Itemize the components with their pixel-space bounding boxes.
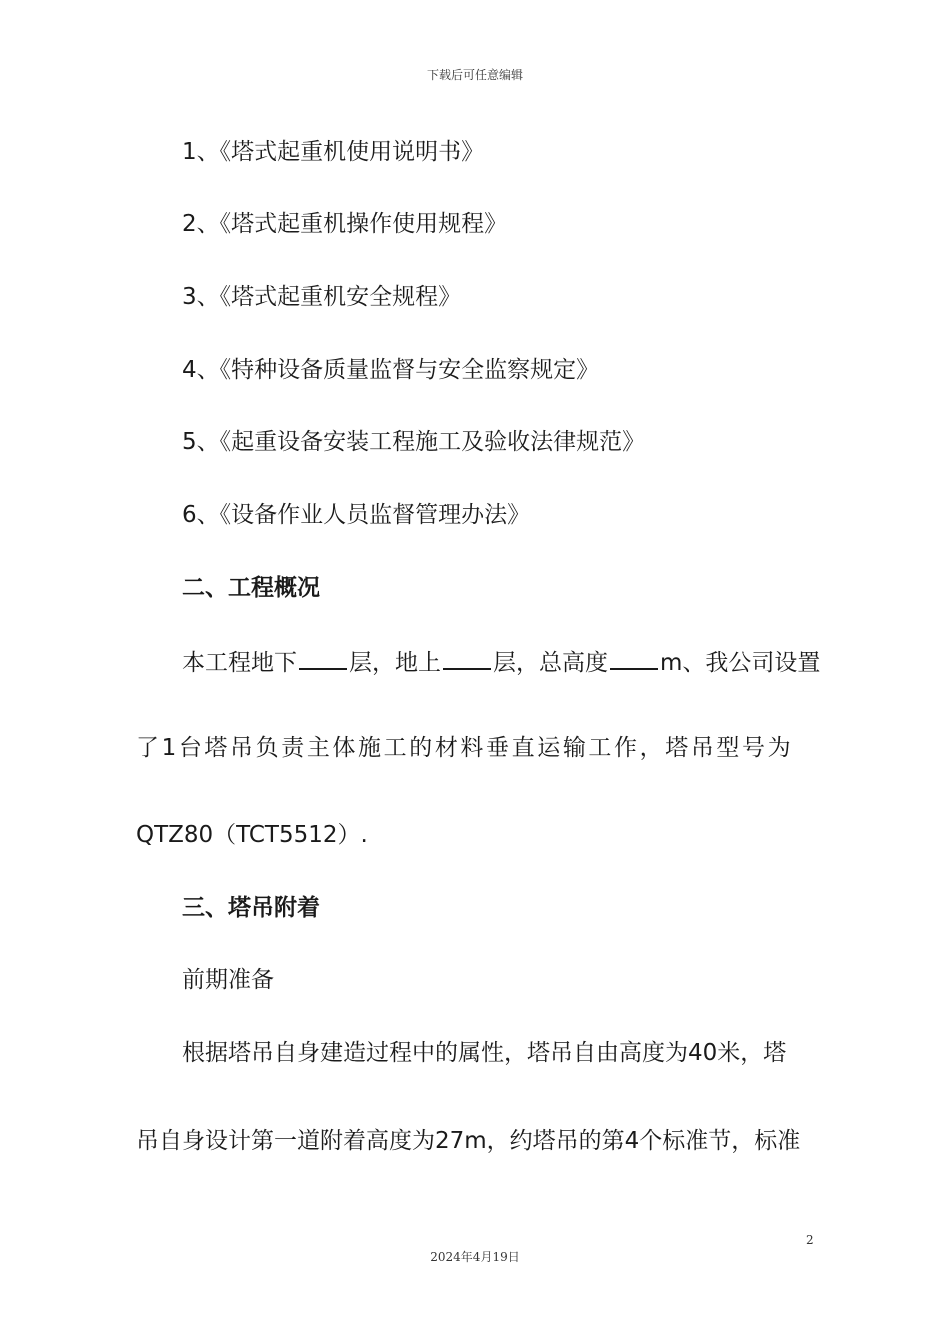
blank-total-height (610, 646, 658, 670)
overview-paragraph-line-2 (136, 733, 816, 763)
reference-number: 5、 (182, 429, 220, 455)
section-heading-overview: 二、工程概况 (182, 575, 320, 601)
reference-number: 4、 (182, 357, 220, 383)
reference-number: 6、 (182, 502, 220, 528)
page-footer-date: 2024年4月19日 (430, 1250, 520, 1264)
overview-paragraph-line-1: 本工程地下 层，地上 层，总高度 m、我公司设置 (182, 646, 820, 678)
subheading-preparation: 前期准备 (182, 967, 274, 993)
reference-item (182, 282, 461, 312)
reference-title: 《塔式起重机操作使用规程》 (219, 211, 508, 237)
attachment-paragraph-line-2: 吊自身设计第一道附着高度为27m，约塔吊的第4个标准节，标准 (136, 1128, 801, 1154)
reference-title: 《塔式起重机使用说明书》 (219, 139, 485, 165)
reference-number: 1、 (182, 139, 220, 165)
reference-item (182, 137, 484, 167)
reference-number: 2、 (182, 211, 220, 237)
reference-item (182, 209, 507, 239)
section-heading-attachment: 三、塔吊附着 (182, 895, 320, 921)
reference-item (182, 427, 645, 457)
reference-title: 《塔式起重机安全规程》 (219, 284, 462, 310)
reference-title: 《设备作业人员监督管理办法》 (219, 502, 531, 528)
reference-number: 3、 (182, 284, 220, 310)
blank-underground-floors (299, 646, 347, 670)
reference-item (182, 500, 530, 530)
attachment-paragraph-line-1: 根据塔吊自身建造过程中的属性，塔吊自由高度为40米，塔 (182, 1040, 787, 1066)
page-header: 下载后可任意编辑 (426, 68, 523, 82)
reference-item (182, 355, 599, 385)
reference-title: 《特种设备质量监督与安全监察规定》 (219, 357, 600, 383)
line-text: 了1台塔吊负责主体施工的材料垂直运输工作，塔吊型号为 (136, 735, 794, 761)
page-number: 2 (806, 1233, 814, 1247)
blank-above-ground-floors (443, 646, 491, 670)
overview-paragraph-line-3: QTZ80（TCT5512）. (136, 822, 368, 848)
reference-title: 《起重设备安装工程施工及验收法律规范》 (219, 429, 646, 455)
